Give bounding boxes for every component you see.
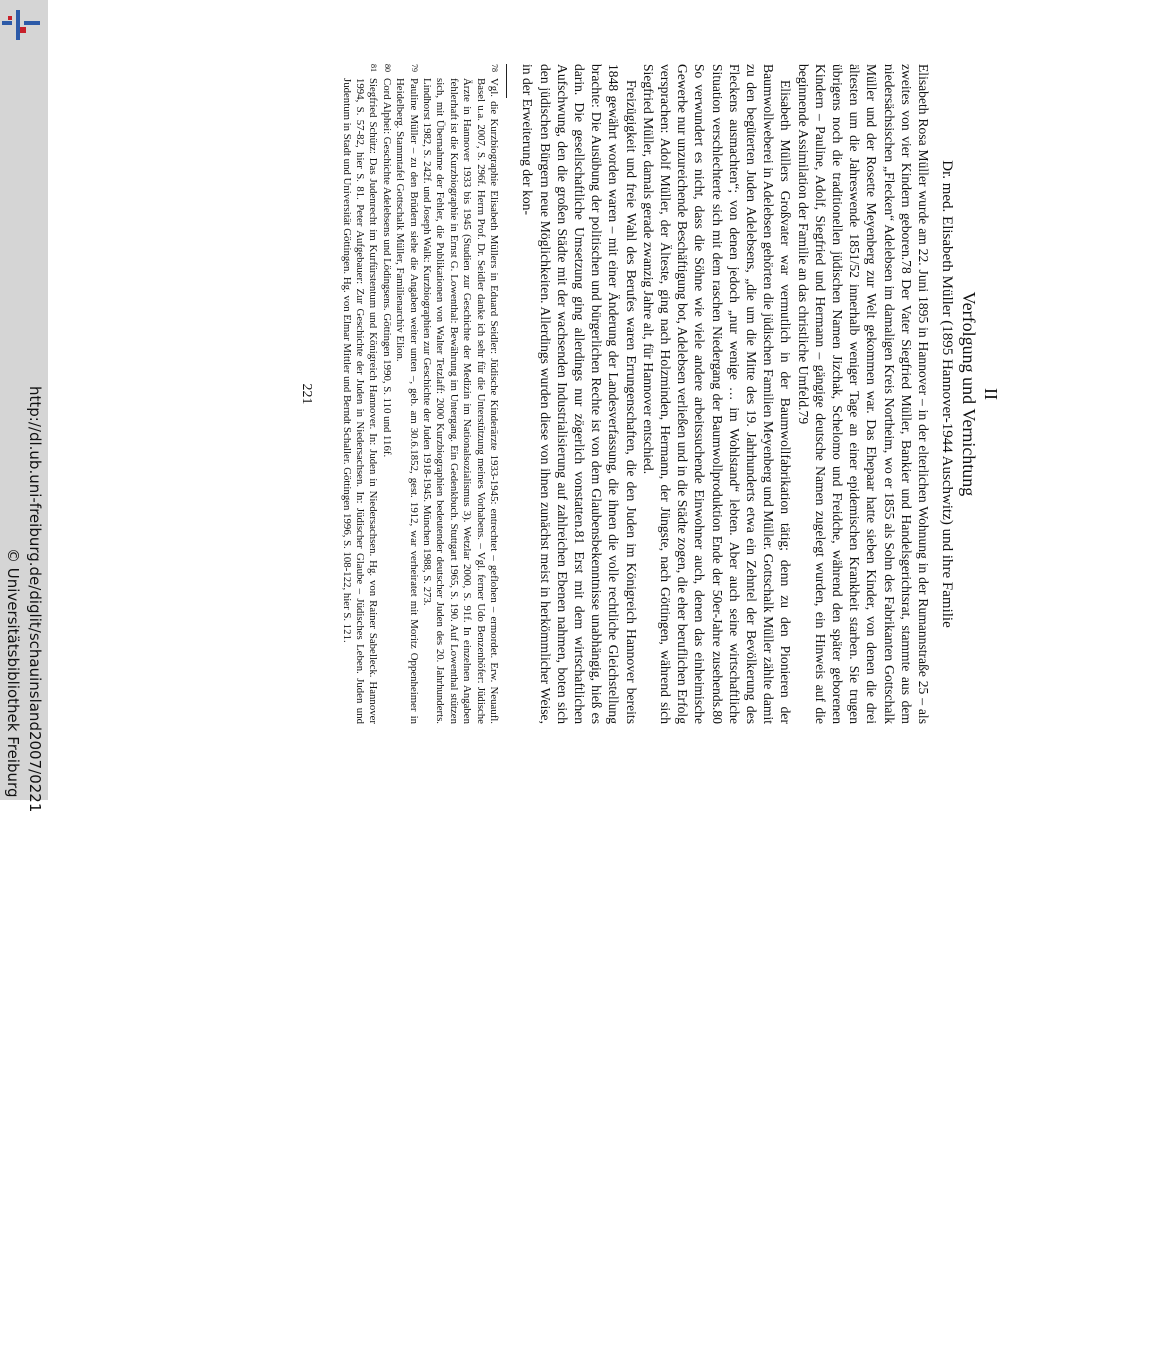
paragraph: Elisabeth Rosa Müller wurde am 22. Juni 1895 in Hannover – in der elterlichen Wohnung in der Rumannstraße 25 – als zweites von vier Kindern geboren.78 Der Vater Siegfried Müller, Bankier und Handelsgerichtsrat, stammte aus dem niedersächsischen „Flecken“ Adelebsen im damaligen Kreis Northeim, wo er 1855 als Sohn des Fabrikanten Gottschalk Müller und der Rosette Meyenberg zur Welt gekommen war. Das Ehepaar hatte sieben Kinder, von denen die drei ältesten um die Jahreswende 1851/52 innerhalb weniger Tage an einer epidemischen Krankheit starben. Sie trugen übrigens noch die traditionellen jüdischen Namen Jizchak, Schelomo und Freidche, während den später geborenen Kindern – Pauline, Adolf, Siegfried und Hermann – gängige deutsche Namen zugelegt wurden, ein Hinweis auf die beginnende Assimilation der Familie an das christliche Umfeld.79 bbox=[795, 64, 931, 724]
chapter-number: II bbox=[981, 388, 1001, 400]
copyright-notice: © Universitätsbibliothek Freiburg bbox=[4, 548, 22, 798]
footnote-rule bbox=[506, 64, 507, 98]
footnote: 79 Pauline Müller – zu den Brüdern siehe die Angaben weiter unten –, geb. am 30.6.1852, gest. 1912, war verheiratet mit Moritz Oppenheimer in Heidelberg. Stammtafel Gottschalk Müller, Familienarchiv Elion. bbox=[394, 64, 420, 724]
paragraph: Freizügigkeit und freie Wahl des Berufes waren Errungenschaften, die den Juden im Königreich Hannover bereits 1848 gewährt worden waren – mit einer Änderung der Landesverfassung, die ihnen die volle rechtliche Gleichstellung brachte: Die Ausübung der politischen und bürgerlichen Rechte ist von dem Glaubensbekenntnisse unabhängig, hieß es darin. Die gesellschaftliche Umsetzung ging allerdings nur zögerlich vonstatten.81 Erst mit dem wirtschaftlichen Aufschwung, den die großen Städte mit der wachsenden Industrialisierung auf zahlreichen Ebenen nahmen, boten sich den jüdischen Bürgern neue Möglichkeiten. Allerdings wurden diese von ihnen zunächst meist in herkömmlicher Weise, in der Erweiterung der kon- bbox=[520, 64, 639, 724]
source-url[interactable]: http://dl.ub.uni-freiburg.de/diglit/schauinsland2007/0221 bbox=[26, 386, 44, 813]
footnote: 81 Siegfried Schütz: Das Judenrecht im Kurfürstentum und Königreich Hannover. In: Juden in Niedersachsen. Hg. von Rainer Sabelleck. Hannover 1994, S. 57-82, hier S. 81. Peter Aufgebauer: Zur Geschichte der Juden in Niedersachsen. In: Jüdischer Glaube – Jüdisches Leben. Juden und Judentum in Stadt und Universität Göttingen. Hg. von Elmar Mittler und Berndt Schaller. Göttingen 1996, S. 108-122, hier S. 121. bbox=[340, 64, 380, 724]
page-number: 221 bbox=[299, 383, 314, 405]
library-logo-icon bbox=[2, 8, 42, 44]
scanned-page bbox=[142, 64, 1002, 724]
paragraph: Elisabeth Müllers Großvater war vermutlich in der Baumwollfabrikation tätig; denn zu den Pionieren der Baumwollweberei in Adelebsen gehörten die jüdischen Familien Meyenberg und Müller. Gottschalk Müller zählte damit zu den begüterten Juden Adelebsens, „die um die Mitte des 19. Jahrhunderts etwa ein Zehntel der Bevölkerung des Fleckens ausmachten“; von denen jedoch „nur wenige … im Wohlstand“ lebten. Aber auch seine wirtschaftliche Situation verschlechterte sich mit dem raschen Niedergang der Baumwollproduktion Ende der 50er-Jahre zusehends.80 So verwundert es nicht, dass die Söhne wie viele andere arbeitssuchende Einwohner auch, denen das einheimische Gewerbe nur unzureichende Beschäftigung bot, Adelebsen verließen und in die Städte zogen, die eher beruflichen Erfolg versprachen: Adolf Müller, der Älteste, ging nach Holzminden, Hermann, der Jüngste, nach Göttingen, während sich Siegfried Müller, damals gerade zwanzig Jahre alt, für Hannover entschied. bbox=[640, 64, 794, 724]
chapter-subtitle: Dr. med. Elisabeth Müller (1895 Hannover-1944 Auschwitz) und ihre Familie bbox=[939, 160, 955, 628]
footnote: 80 Cord Alphei: Geschichte Adelebsens und Lödingsens. Göttingen 1990, S. 110 und 116f. bbox=[380, 64, 393, 458]
chapter-title: Verfolgung und Vernichtung bbox=[959, 291, 979, 497]
footnotes bbox=[339, 64, 500, 724]
footnote: 78 Vgl. die Kurzbiographie Elisabeth Müllers in Eduard Seidler: Jüdische Kinderärzte 1933-1945: entrechtet – geflohen – ermordet. Erw. Neuaufl. Basel u.a. 2007, S. 296f. Herrn Prof. Dr. Seidler danke ich sehr für die Unterstützung meines Vorhabens. – Vgl. ferner Udo Benzenhöfer: Jüdische Ärzte in Hannover 1933 bis 1945 (Studien zur Geschichte der Medizin im Nationalsozialismus 3). Wetzlar 2000, S. 91f. In einzelnen Angaben fehlerhaft ist die Kurzbiographie in Ernst G. Lowenthal: Bewährung im Untergang. Ein Gedenkbuch. Stuttgart 1965, S. 190. Auf Lowenthal stützen sich, mit Übernahme der Fehler, die Publikationen von Walter Tetzlaff: 2000 Kurzbiographien bedeutender deutscher Juden des 20. Jahrhunderts. Lindhorst 1982, S. 242f. und Joseph Walk: Kurzbiographien zur Geschichte der Juden 1918-1945. München 1988, S. 273. bbox=[421, 64, 501, 724]
body-text bbox=[519, 64, 932, 724]
